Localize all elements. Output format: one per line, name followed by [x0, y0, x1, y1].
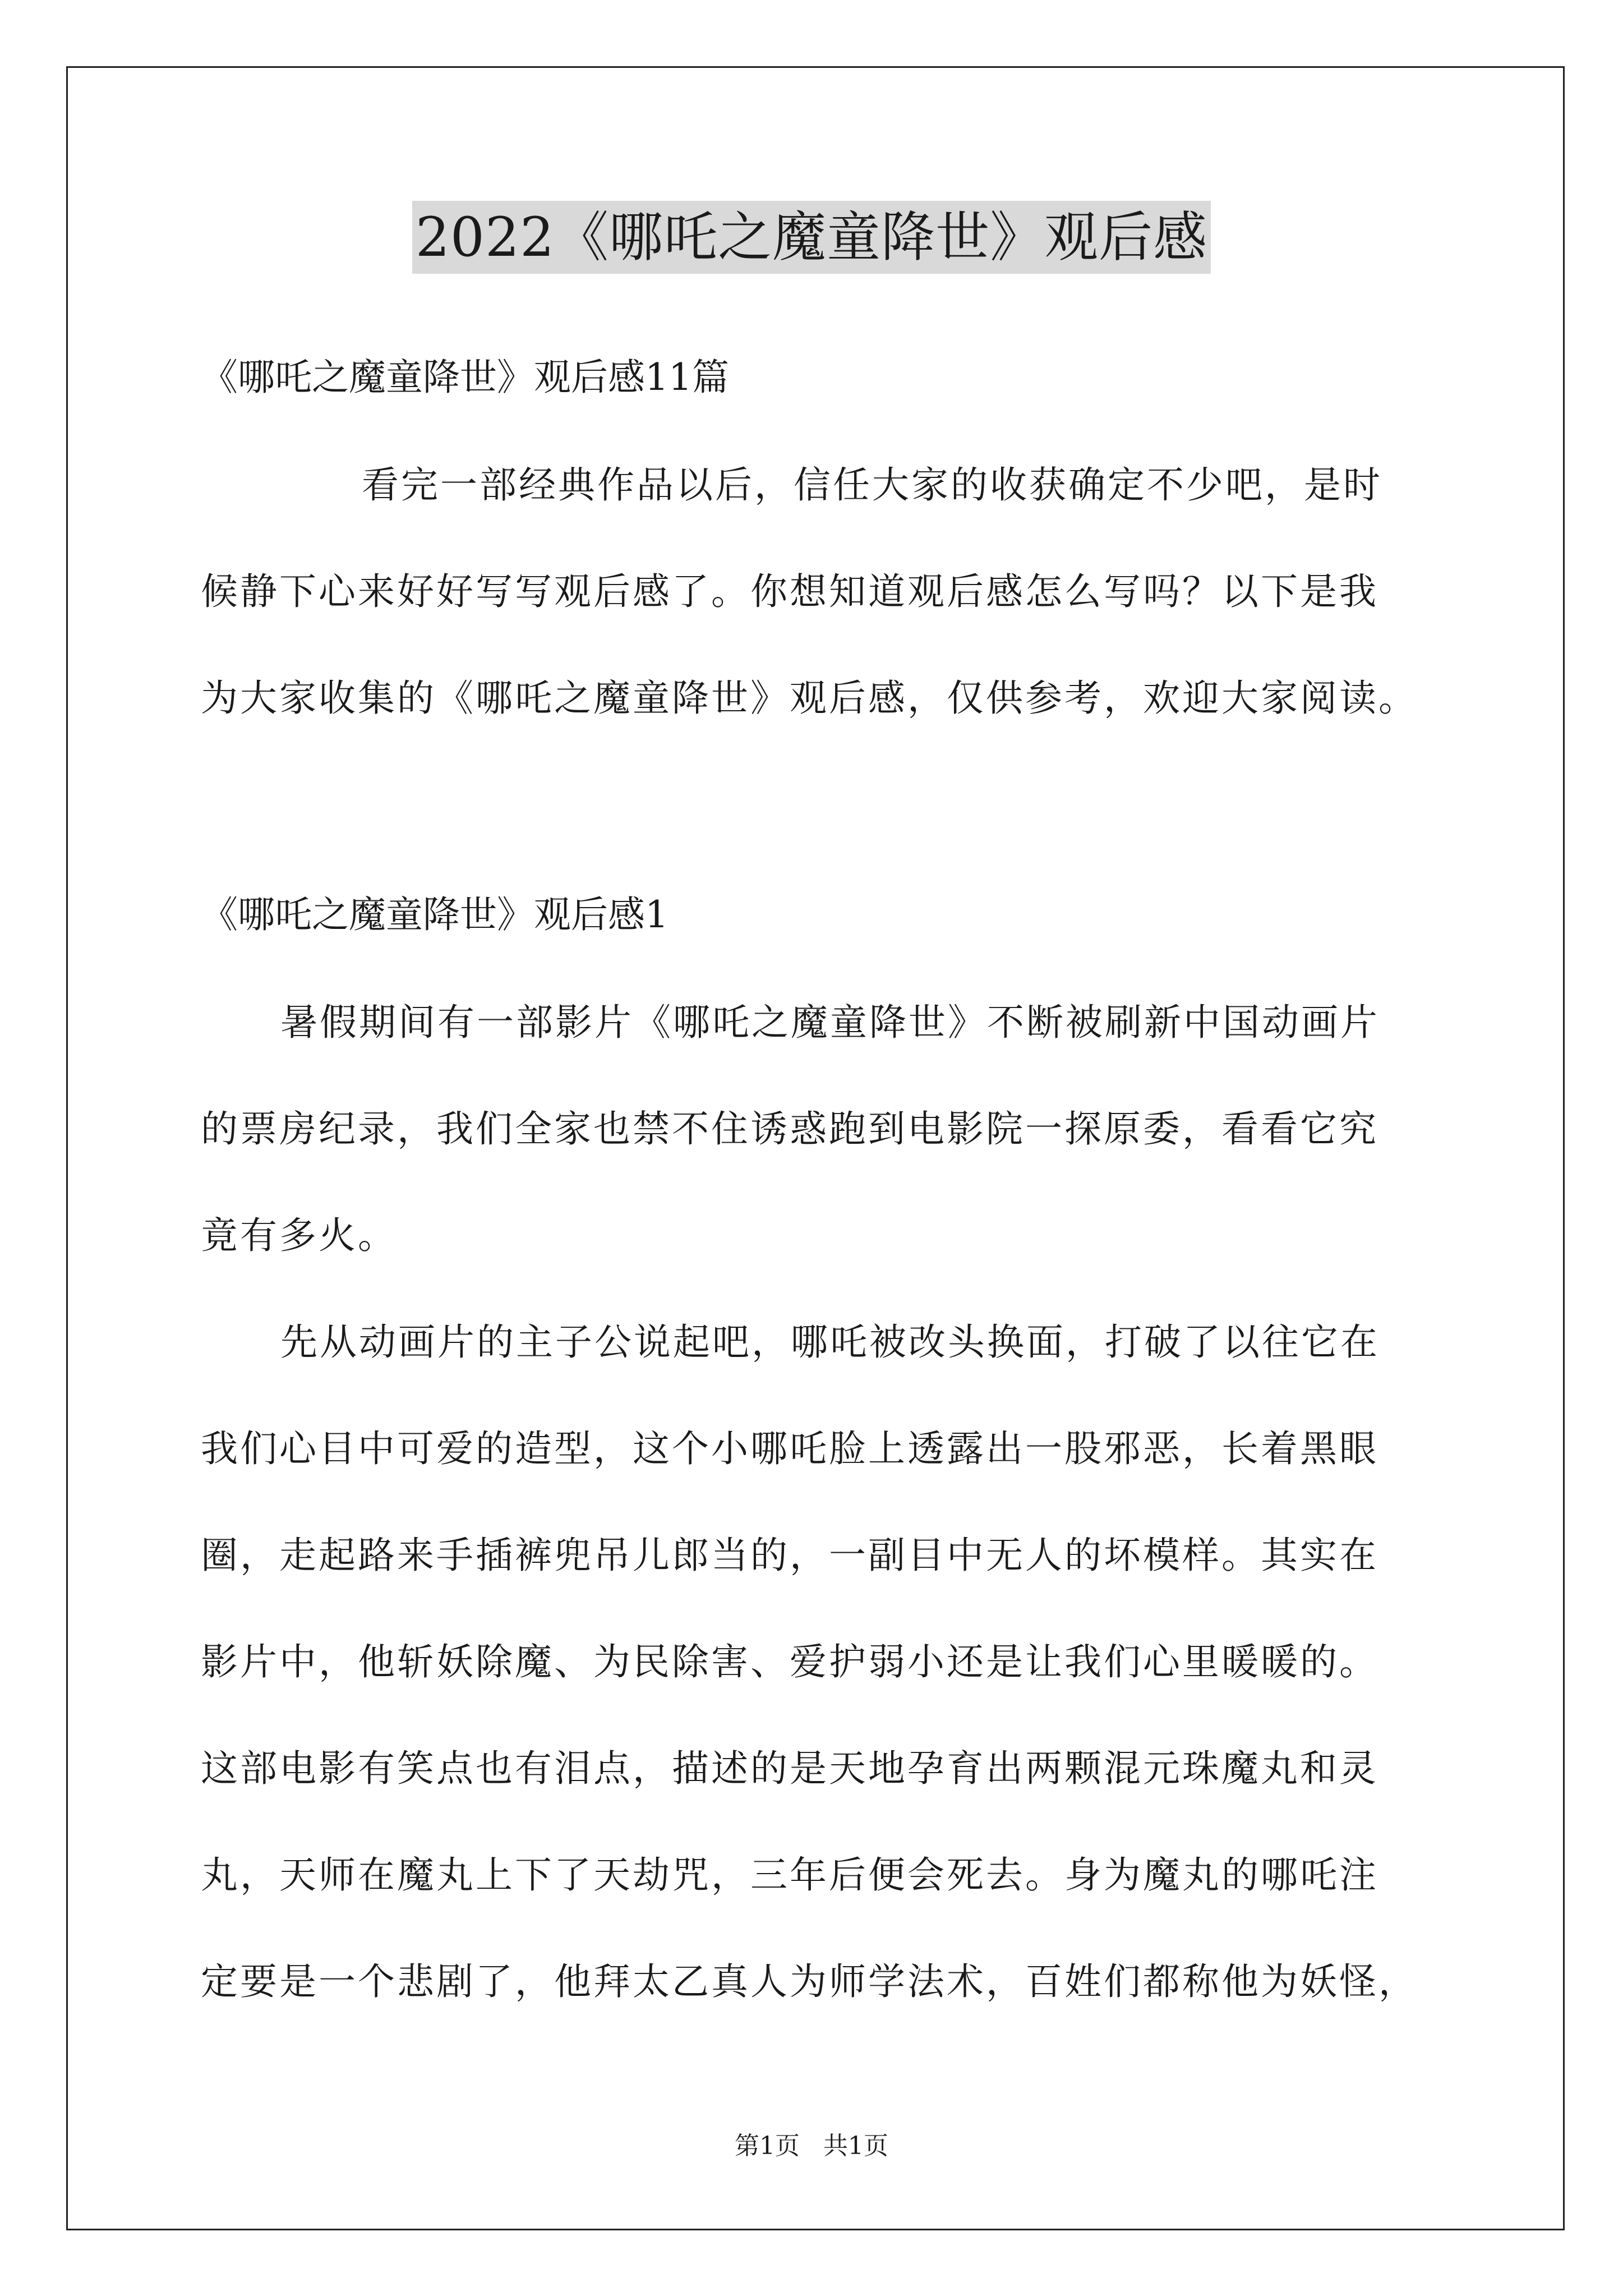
paragraph-line: 的票房纪录，我们全家也禁不住诱惑跑到电影院一探原委，看看它究: [201, 1107, 1378, 1151]
paragraph-line: 竟有多火。: [201, 1214, 397, 1257]
intro-line: 为大家收集的《哪吒之魔童降世》观后感，仅供参考，欢迎大家阅读。: [201, 677, 1418, 720]
intro-line: 看完一部经典作品以后，信任大家的收获确定不少吧，是时: [362, 463, 1382, 507]
paragraph-line: 这部电影有笑点也有泪点，描述的是天地孕育出两颗混元珠魔丸和灵: [201, 1747, 1378, 1790]
paragraph-line: 先从动画片的主子公说起吧，哪吒被改头换面，打破了以往它在: [280, 1320, 1380, 1364]
document-title: 2022《哪吒之魔童降世》观后感: [412, 201, 1211, 274]
intro-line: 候静下心来好好写写观后感了。你想知道观后感怎么写吗？以下是我: [201, 570, 1378, 613]
paragraph-line: 影片中，他斩妖除魔、为民除害、爱护弱小还是让我们心里暖暖的。: [201, 1640, 1378, 1683]
page-footer: 第1页 共1页: [735, 2132, 888, 2160]
paragraph-line: 圈，走起路来手插裤兜吊儿郎当的，一副目中无人的坏模样。其实在: [201, 1534, 1378, 1577]
title-container: [0, 201, 1623, 274]
paragraph-line: 我们心目中可爱的造型，这个小哪吒脸上透露出一股邪恶，长着黑眼: [201, 1427, 1378, 1470]
paragraph-line: 暑假期间有一部影片《哪吒之魔童降世》不断被刷新中国动画片: [280, 1001, 1380, 1044]
collection-heading: 《哪吒之魔童降世》观后感11篇: [201, 356, 729, 399]
section-heading: 《哪吒之魔童降世》观后感1: [201, 893, 668, 936]
paragraph-line: 定要是一个悲剧了，他拜太乙真人为师学法术，百姓们都称他为妖怪，: [201, 1960, 1418, 2003]
paragraph-line: 丸，天师在魔丸上下了天劫咒，三年后便会死去。身为魔丸的哪吒注: [201, 1853, 1378, 1897]
